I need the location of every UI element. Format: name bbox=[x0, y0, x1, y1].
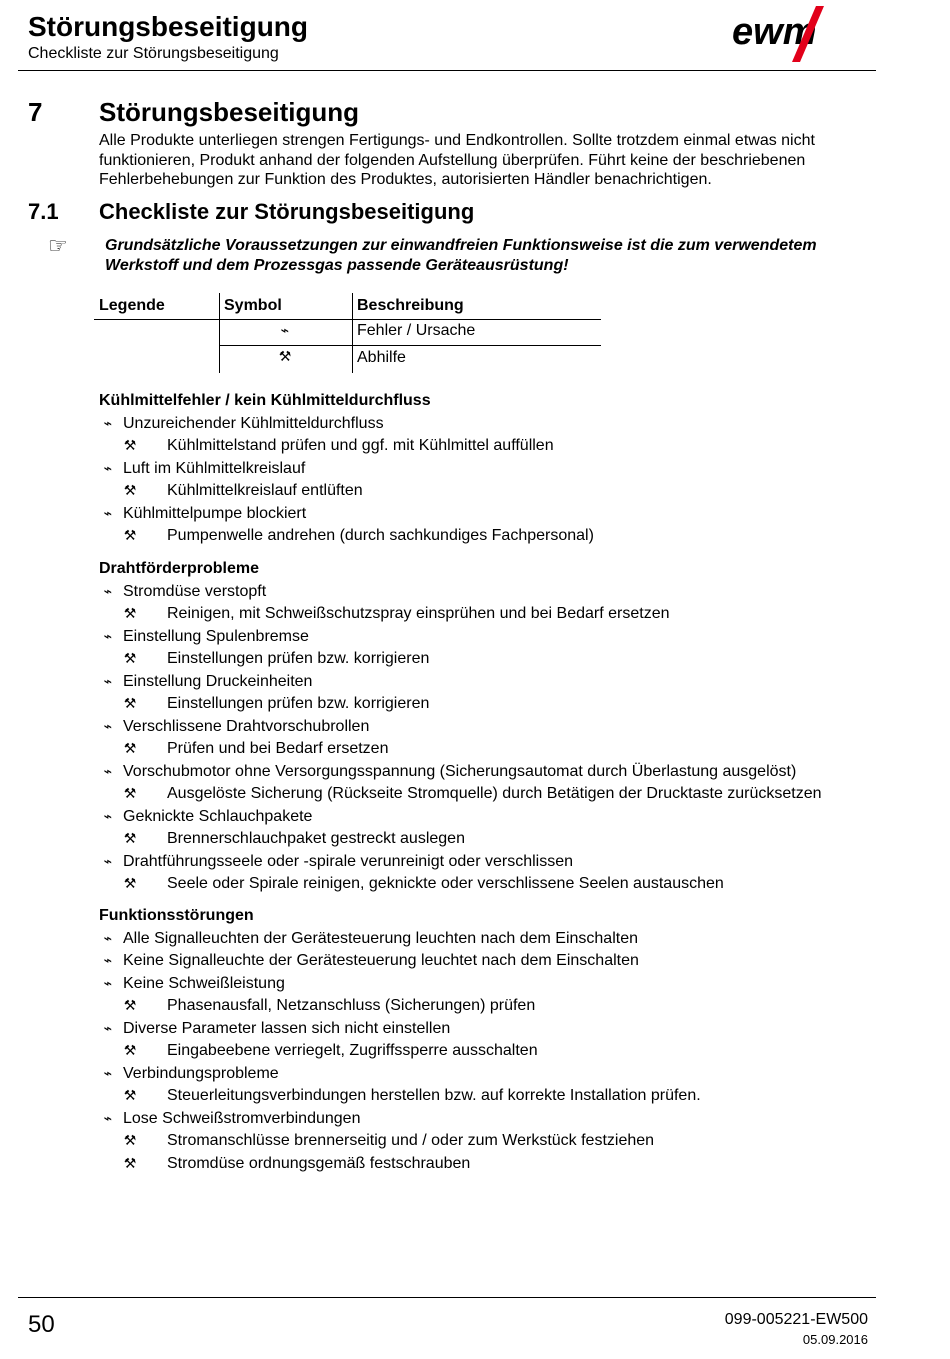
remedy-text: Steuerleitungsverbindungen herstellen bzw. auf korrekte Installation prüfen. bbox=[167, 1087, 701, 1104]
remedy-text: Reinigen, mit Schweißschutzspray einsprühen und bei Bedarf ersetzen bbox=[167, 605, 670, 622]
remedy-item bbox=[121, 1041, 538, 1061]
fault-text: Kühlmittelpumpe blockiert bbox=[123, 504, 307, 522]
fault-symbol-icon: ⌁ bbox=[103, 763, 113, 780]
remedy-item bbox=[121, 739, 388, 759]
fault-item bbox=[99, 459, 305, 479]
header-divider bbox=[18, 70, 876, 71]
pointing-hand-icon: ☞ bbox=[48, 234, 68, 259]
remedy-text: Pumpenwelle andrehen (durch sachkundiges Fachpersonal) bbox=[167, 527, 594, 544]
remedy-symbol-icon: ⚒ bbox=[123, 606, 137, 622]
fault-item bbox=[99, 929, 638, 949]
fault-text: Verschlissene Drahtvorschubrollen bbox=[123, 717, 370, 735]
remedy-text: Brennerschlauchpaket gestreckt auslegen bbox=[167, 830, 465, 847]
fault-item bbox=[99, 627, 309, 647]
page-number: 50 bbox=[28, 1311, 55, 1338]
remedy-symbol-icon: ⚒ bbox=[123, 1133, 137, 1149]
logo-text: ewm bbox=[732, 11, 817, 53]
legend-desc-fault: Fehler / Ursache bbox=[357, 322, 476, 339]
fault-text: Drahtführungsseele oder -spirale verunreinigt oder verschlissen bbox=[123, 852, 574, 870]
remedy-item bbox=[121, 1086, 701, 1106]
ewm-logo bbox=[730, 4, 860, 66]
remedy-text: Einstellungen prüfen bzw. korrigieren bbox=[167, 650, 430, 667]
legend-col-divider-1 bbox=[219, 293, 220, 373]
remedy-item bbox=[121, 526, 594, 546]
legend-col-divider-2 bbox=[352, 293, 353, 373]
remedy-text: Ausgelöste Sicherung (Rückseite Stromquelle) durch Betätigen der Drucktaste zurücksetzen bbox=[167, 785, 822, 802]
remedy-symbol-icon: ⚒ bbox=[123, 1155, 137, 1172]
remedy-item bbox=[121, 1154, 470, 1174]
legend-desc-remedy: Abhilfe bbox=[357, 349, 406, 366]
fault-symbol-icon: ⌁ bbox=[103, 808, 113, 825]
group-title: Funktionsstörungen bbox=[99, 907, 254, 924]
fault-text: Lose Schweißstromverbindungen bbox=[123, 1109, 361, 1127]
fault-item bbox=[99, 1019, 450, 1039]
remedy-item bbox=[121, 784, 822, 804]
page-header-subtitle: Checkliste zur Störungsbeseitigung bbox=[28, 45, 279, 62]
remedy-text: Einstellungen prüfen bzw. korrigieren bbox=[167, 695, 430, 712]
note-text: Grundsätzliche Voraussetzungen zur einwandfreien Funktionsweise ist die zum verwendetem Werkstoff und dem Prozessgas passende Geräteausrüstung! bbox=[105, 237, 817, 274]
section-number: 7 bbox=[28, 97, 43, 127]
subsection-number: 7.1 bbox=[28, 199, 59, 224]
section-title: Störungsbeseitigung bbox=[99, 97, 359, 127]
fault-symbol-icon: ⌁ bbox=[103, 415, 113, 432]
fault-text: Vorschubmotor ohne Versorgungsspannung (Sicherungsautomat durch Überlastung ausgelöst) bbox=[123, 762, 797, 780]
fault-text: Diverse Parameter lassen sich nicht einstellen bbox=[123, 1019, 451, 1037]
remedy-item bbox=[121, 694, 429, 714]
remedy-item bbox=[121, 829, 465, 849]
remedy-symbol-icon: ⚒ bbox=[123, 483, 137, 499]
group-title: Drahtförderprobleme bbox=[99, 560, 260, 577]
remedy-text: Kühlmittelstand prüfen und ggf. mit Kühlmittel auffüllen bbox=[167, 437, 554, 454]
fault-text: Einstellung Spulenbremse bbox=[123, 627, 309, 645]
fault-item bbox=[99, 951, 639, 971]
fault-symbol-icon: ⌁ bbox=[103, 853, 113, 870]
fault-text: Alle Signalleuchten der Gerätesteuerung leuchten nach dem Einschalten bbox=[123, 929, 638, 947]
remedy-symbol-icon: ⚒ bbox=[123, 998, 137, 1014]
footer-divider bbox=[18, 1297, 876, 1298]
fault-text: Geknickte Schlauchpakete bbox=[123, 807, 313, 825]
legend-row-remedy bbox=[276, 347, 294, 367]
fault-item bbox=[99, 974, 285, 994]
remedy-symbol-icon: ⚒ bbox=[278, 349, 292, 365]
subsection-title: Checkliste zur Störungsbeseitigung bbox=[99, 199, 475, 224]
fault-text: Keine Schweißleistung bbox=[123, 974, 285, 992]
fault-symbol-icon: ⌁ bbox=[103, 460, 113, 477]
fault-text: Unzureichender Kühlmitteldurchfluss bbox=[123, 414, 384, 432]
remedy-symbol-icon: ⚒ bbox=[123, 438, 137, 454]
remedy-item bbox=[121, 436, 554, 456]
remedy-text: Seele oder Spirale reinigen, geknickte oder verschlissene Seelen austauschen bbox=[167, 875, 724, 892]
section-intro: Alle Produkte unterliegen strengen Fertigungs- und Endkontrollen. Sollte trotzdem einmal etwas nicht funktionieren, Produkt anhand der folgenden Aufstellung überprüfen. Führt keine der beschriebenen Fehlerbehebungen zur Funktion des Produktes, autorisierten Händler benachrichtigen. bbox=[99, 132, 815, 188]
fault-item bbox=[99, 717, 369, 737]
fault-item bbox=[99, 672, 312, 692]
page-header-title: Störungsbeseitigung bbox=[28, 11, 308, 42]
fault-item bbox=[99, 1064, 279, 1084]
remedy-text: Stromdüse ordnungsgemäß festschrauben bbox=[167, 1154, 471, 1172]
remedy-text: Eingabeebene verriegelt, Zugriffssperre ausschalten bbox=[167, 1042, 538, 1059]
remedy-symbol-icon: ⚒ bbox=[123, 876, 137, 892]
fault-text: Luft im Kühlmittelkreislauf bbox=[123, 459, 306, 477]
fault-symbol-icon: ⌁ bbox=[103, 673, 113, 690]
remedy-item bbox=[121, 649, 429, 669]
remedy-item bbox=[121, 481, 363, 501]
remedy-symbol-icon: ⚒ bbox=[123, 741, 137, 757]
fault-symbol-icon: ⌁ bbox=[103, 930, 113, 947]
fault-item bbox=[99, 582, 266, 602]
fault-text: Stromdüse verstopft bbox=[123, 582, 267, 600]
legend-header-beschreibung: Beschreibung bbox=[357, 297, 464, 314]
remedy-symbol-icon: ⚒ bbox=[123, 651, 137, 667]
fault-text: Einstellung Druckeinheiten bbox=[123, 672, 313, 690]
fault-symbol-icon: ⌁ bbox=[103, 1020, 113, 1037]
remedy-symbol-icon: ⚒ bbox=[123, 528, 137, 544]
remedy-item bbox=[121, 874, 724, 894]
fault-symbol-icon: ⌁ bbox=[103, 1110, 113, 1127]
legend-header-legende: Legende bbox=[99, 297, 165, 314]
fault-item bbox=[99, 414, 384, 434]
remedy-text: Kühlmittelkreislauf entlüften bbox=[167, 482, 363, 499]
remedy-symbol-icon: ⚒ bbox=[123, 696, 137, 712]
remedy-symbol-icon: ⚒ bbox=[123, 831, 137, 847]
legend-header-symbol: Symbol bbox=[224, 297, 282, 314]
group-title: Kühlmittelfehler / kein Kühlmitteldurchfluss bbox=[99, 392, 431, 409]
document-number: 099-005221-EW500 bbox=[724, 1311, 868, 1328]
remedy-symbol-icon: ⚒ bbox=[123, 786, 137, 802]
fault-item bbox=[99, 1109, 360, 1129]
fault-symbol-icon: ⌁ bbox=[103, 505, 113, 522]
fault-item bbox=[99, 852, 573, 872]
document-date: 05.09.2016 bbox=[802, 1332, 868, 1347]
remedy-item bbox=[121, 996, 535, 1016]
fault-text: Keine Signalleuchte der Gerätesteuerung leuchtet nach dem Einschalten bbox=[123, 952, 639, 969]
fault-symbol-icon: ⌁ bbox=[103, 718, 113, 735]
remedy-symbol-icon: ⚒ bbox=[123, 1088, 137, 1104]
fault-symbol-icon: ⌁ bbox=[103, 953, 113, 969]
legend-row-fault bbox=[276, 321, 294, 341]
remedy-text: Stromanschlüsse brennerseitig und / oder zum Werkstück festziehen bbox=[167, 1132, 655, 1149]
legend-row-rule bbox=[219, 345, 601, 346]
fault-text: Verbindungsprobleme bbox=[123, 1064, 279, 1082]
remedy-item bbox=[121, 1131, 654, 1151]
fault-item bbox=[99, 762, 796, 782]
fault-symbol-icon: ⌁ bbox=[280, 323, 290, 339]
remedy-text: Phasenausfall, Netzanschluss (Sicherungen) prüfen bbox=[167, 997, 536, 1014]
fault-symbol-icon: ⌁ bbox=[103, 1065, 113, 1082]
fault-item bbox=[99, 504, 306, 524]
remedy-item bbox=[121, 604, 670, 624]
legend-header-rule bbox=[94, 319, 601, 320]
remedy-text: Prüfen und bei Bedarf ersetzen bbox=[167, 740, 389, 757]
fault-symbol-icon: ⌁ bbox=[103, 583, 113, 600]
remedy-symbol-icon: ⚒ bbox=[123, 1043, 137, 1059]
fault-item bbox=[99, 807, 312, 827]
fault-symbol-icon: ⌁ bbox=[103, 628, 113, 645]
fault-symbol-icon: ⌁ bbox=[103, 975, 113, 992]
